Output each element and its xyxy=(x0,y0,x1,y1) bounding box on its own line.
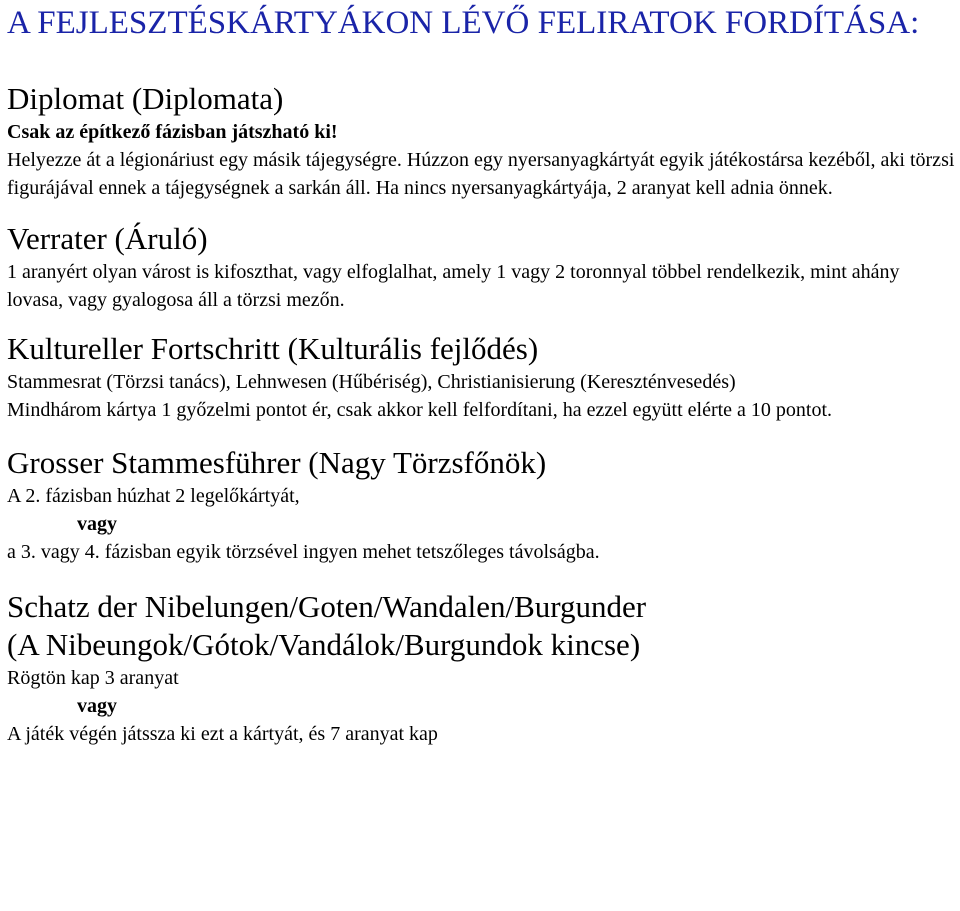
card-section-grosser-stammesfuehrer xyxy=(7,444,957,566)
card-heading: Diplomat (Diplomata) xyxy=(7,81,284,116)
document-title: A FEJLESZTÉSKÁRTYÁKON LÉVŐ FELIRATOK FORDÍTÁSA: xyxy=(7,5,920,41)
card-names: Stammesrat (Törzsi tanács), Lehnwesen (Hűbériség), Christianisierung (Kereszténvesedés) xyxy=(7,371,736,393)
card-option-2: a 3. vagy 4. fázisban egyik törzsével ingyen mehet tetszőleges távolságba. xyxy=(7,541,600,563)
card-heading: Schatz der Nibelungen/Goten/Wandalen/Burgunder xyxy=(7,589,647,624)
card-heading: Verrater (Áruló) xyxy=(7,221,208,256)
card-section-schatz xyxy=(7,588,957,748)
card-heading: Kultureller Fortschritt (Kulturális fejlődés) xyxy=(7,331,539,366)
card-heading-translation: (A Nibeungok/Gótok/Vandálok/Burgundok kincse) xyxy=(7,627,641,662)
card-or-separator: vagy xyxy=(77,513,117,535)
card-section-verrater xyxy=(7,220,957,314)
card-section-diplomat xyxy=(7,80,957,202)
card-condition: Csak az építkező fázisban játszható ki! xyxy=(7,121,338,143)
card-or-separator: vagy xyxy=(77,695,117,717)
card-option-1: Rögtön kap 3 aranyat xyxy=(7,667,179,689)
card-description: Helyezze át a légionáriust egy másik tájegységre. Húzzon egy nyersanyagkártyát egyik játékostársa kezéből, aki törzsi figurájával ennek a tájegységnek a sarkán áll. Ha nincs nyersanyagkártyája, 2 aranyat kell adnia önnek. xyxy=(7,149,955,199)
document-page xyxy=(7,0,957,748)
card-description: Mindhárom kártya 1 győzelmi pontot ér, csak akkor kell felfordítani, ha ezzel együtt elérte a 10 pontot. xyxy=(7,399,833,421)
card-section-kultureller-fortschritt xyxy=(7,330,957,424)
card-option-2: A játék végén játssza ki ezt a kártyát, és 7 aranyat kap xyxy=(7,723,438,745)
card-option-1: A 2. fázisban húzhat 2 legelőkártyát, xyxy=(7,485,300,507)
card-heading: Grosser Stammesführer (Nagy Törzsfőnök) xyxy=(7,445,547,480)
card-description: 1 aranyért olyan várost is kifoszthat, vagy elfoglalhat, amely 1 vagy 2 toronnyal többel rendelkezik, mint ahány lovasa, vagy gyalogosa áll a törzsi mezőn. xyxy=(7,261,900,311)
